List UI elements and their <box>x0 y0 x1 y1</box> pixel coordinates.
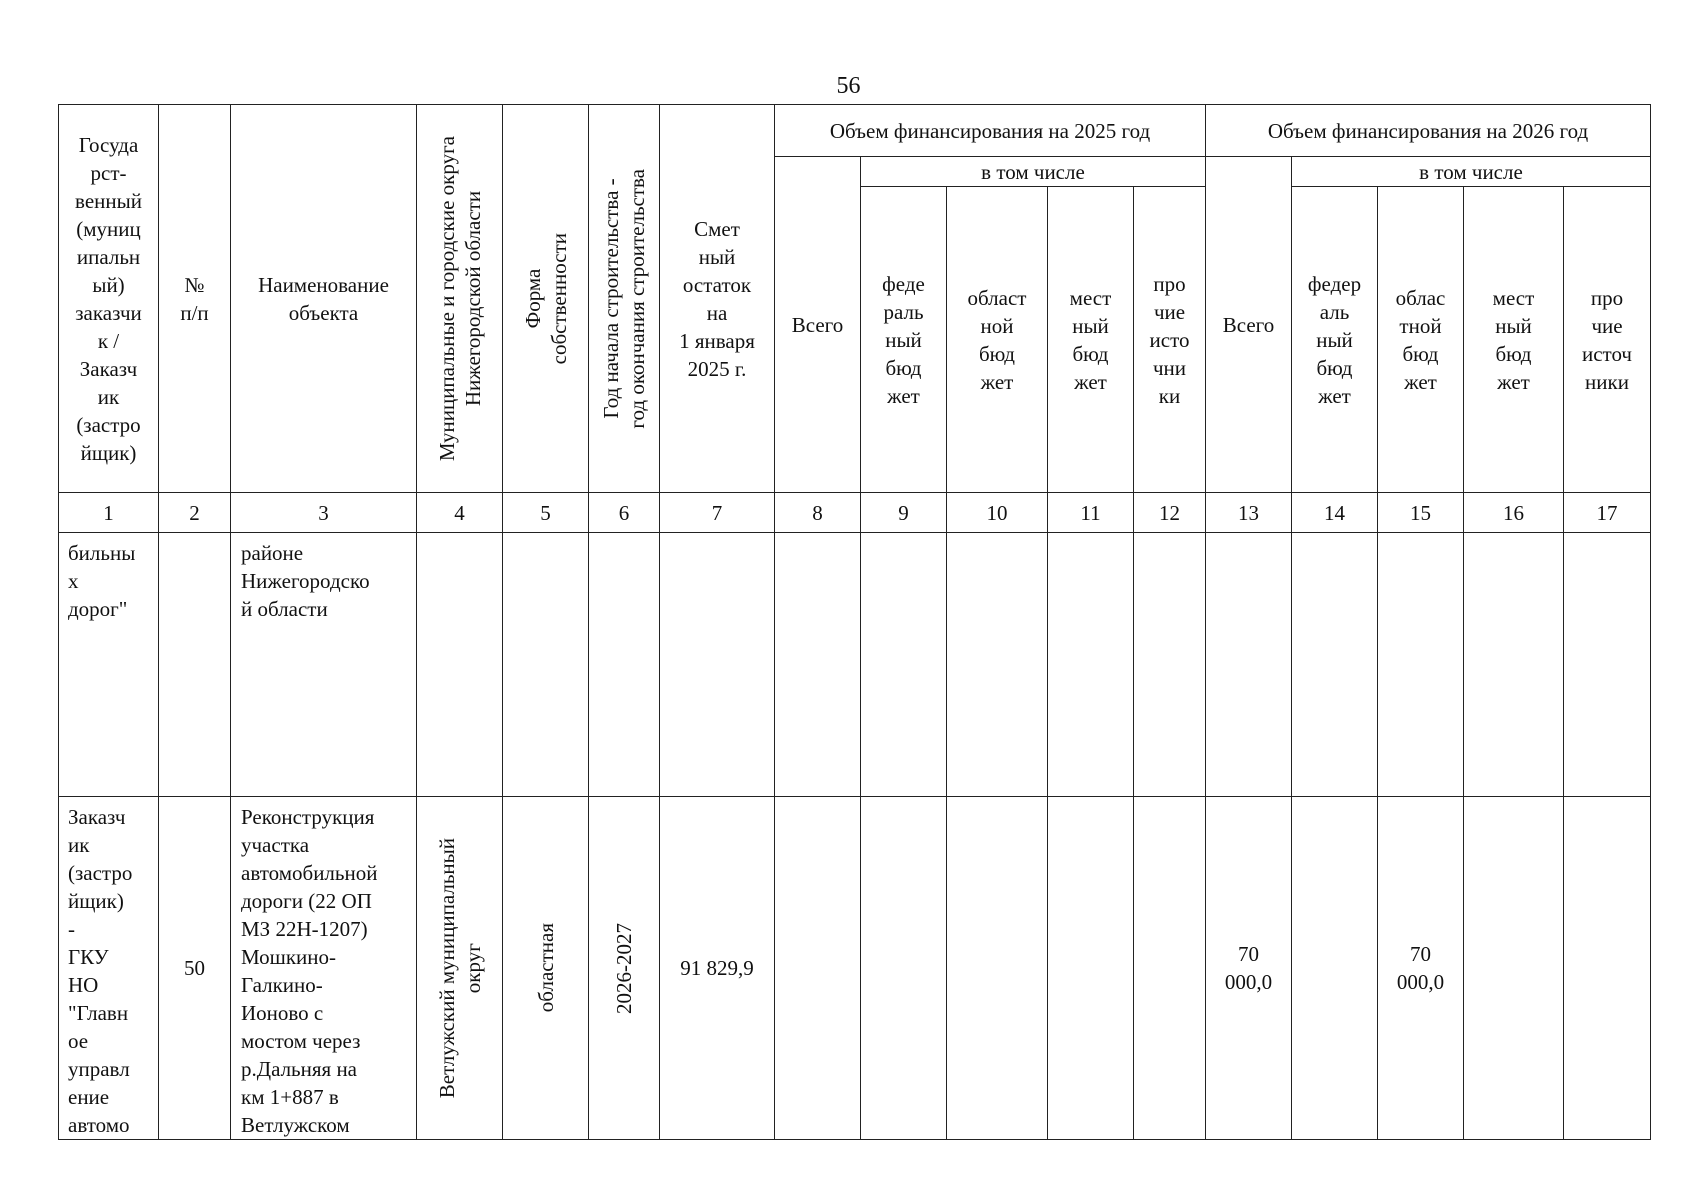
cell-number: 50 <box>159 797 231 1140</box>
cell-total-2025 <box>775 797 861 1140</box>
header-district <box>417 105 503 493</box>
cell-regional-2025 <box>947 533 1048 797</box>
header-balance: Смет ный остаток на 1 января 2025 г. <box>660 105 775 493</box>
header-number: № п/п <box>159 105 231 493</box>
cell-local-2026 <box>1464 797 1564 1140</box>
cell-local-2025 <box>1048 797 1134 1140</box>
financing-table <box>58 104 1651 1140</box>
cell-regional-2026: 70 000,0 <box>1378 797 1464 1140</box>
column-number: 15 <box>1378 493 1464 533</box>
column-number: 16 <box>1464 493 1564 533</box>
column-number: 4 <box>417 493 503 533</box>
column-number: 5 <box>503 493 589 533</box>
page-number: 56 <box>836 73 861 99</box>
cell-customer: бильны х дорог" <box>59 533 159 797</box>
header-including-2026: в том числе <box>1292 157 1651 187</box>
cell-other-2025 <box>1134 797 1206 1140</box>
header-total-2025: Всего <box>775 157 861 493</box>
cell-district <box>417 797 503 1140</box>
cell-years <box>589 797 660 1140</box>
cell-balance <box>660 533 775 797</box>
header-federal-2026: федер аль ный бюд жет <box>1292 187 1378 493</box>
header-years-text: Год начала строительства - год окончания строительства <box>599 168 649 429</box>
cell-ownership <box>503 797 589 1140</box>
cell-district <box>417 533 503 797</box>
cell-district-text: Ветлужский муниципальный округ <box>434 837 485 1099</box>
cell-years <box>589 533 660 797</box>
cell-total-2026: 70 000,0 <box>1206 797 1292 1140</box>
cell-object-name: районе Нижегородско й области <box>231 533 417 797</box>
header-regional-2026: облас тной бюд жет <box>1378 187 1464 493</box>
column-number: 1 <box>59 493 159 533</box>
cell-local-2026 <box>1464 533 1564 797</box>
header-object-name: Наименование объекта <box>231 105 417 493</box>
header-years <box>589 105 660 493</box>
table-row <box>59 797 1651 1140</box>
cell-customer: Заказч ик (застро йщик) - ГКУ НО "Главн ое управл ение автомо <box>59 797 159 1140</box>
cell-number <box>159 533 231 797</box>
column-numbers-row <box>59 493 1651 533</box>
header-local-2026: мест ный бюд жет <box>1464 187 1564 493</box>
cell-object-name: Реконструкция участка автомобильной дороги (22 ОП МЗ 22Н-1207) Мошкино- Галкино- Ионово с мостом через р.Дальняя на км 1+887 в Ветлужском <box>231 797 417 1140</box>
column-number: 6 <box>589 493 660 533</box>
header-including-2025: в том числе <box>861 157 1206 187</box>
header-customer: Госуда рст- венный (муниц ипальн ый) заказчи к / Заказч ик (застро йщик) <box>59 105 159 493</box>
column-number: 8 <box>775 493 861 533</box>
header-ownership-text: Форма собственности <box>520 232 571 365</box>
column-number: 14 <box>1292 493 1378 533</box>
column-number: 3 <box>231 493 417 533</box>
header-total-2026: Всего <box>1206 157 1292 493</box>
header-other-2025: про чие исто чни ки <box>1134 187 1206 493</box>
cell-other-2025 <box>1134 533 1206 797</box>
column-number: 12 <box>1134 493 1206 533</box>
column-number: 11 <box>1048 493 1134 533</box>
cell-regional-2025 <box>947 797 1048 1140</box>
cell-federal-2025 <box>861 533 947 797</box>
column-number: 9 <box>861 493 947 533</box>
header-regional-2025: област ной бюд жет <box>947 187 1048 493</box>
cell-ownership-text: областная <box>533 923 558 1013</box>
cell-total-2025 <box>775 533 861 797</box>
header-row <box>59 105 1651 157</box>
cell-total-2026 <box>1206 533 1292 797</box>
header-other-2026: про чие источ ники <box>1564 187 1651 493</box>
column-number: 17 <box>1564 493 1651 533</box>
cell-local-2025 <box>1048 533 1134 797</box>
header-federal-2025: феде раль ный бюд жет <box>861 187 947 493</box>
cell-federal-2026 <box>1292 533 1378 797</box>
header-group-2026: Объем финансирования на 2026 год <box>1206 105 1651 157</box>
cell-years-text: 2026-2027 <box>612 922 636 1014</box>
table-row <box>59 533 1651 797</box>
header-ownership <box>503 105 589 493</box>
cell-regional-2026 <box>1378 533 1464 797</box>
cell-balance: 91 829,9 <box>660 797 775 1140</box>
cell-other-2026 <box>1564 533 1651 797</box>
header-group-2025: Объем финансирования на 2025 год <box>775 105 1206 157</box>
header-local-2025: мест ный бюд жет <box>1048 187 1134 493</box>
column-number: 7 <box>660 493 775 533</box>
header-district-text: Муниципальные и городские округа Нижегородской области <box>434 135 485 462</box>
cell-federal-2026 <box>1292 797 1378 1140</box>
column-number: 2 <box>159 493 231 533</box>
column-number: 13 <box>1206 493 1292 533</box>
cell-ownership <box>503 533 589 797</box>
column-number: 10 <box>947 493 1048 533</box>
cell-federal-2025 <box>861 797 947 1140</box>
cell-other-2026 <box>1564 797 1651 1140</box>
